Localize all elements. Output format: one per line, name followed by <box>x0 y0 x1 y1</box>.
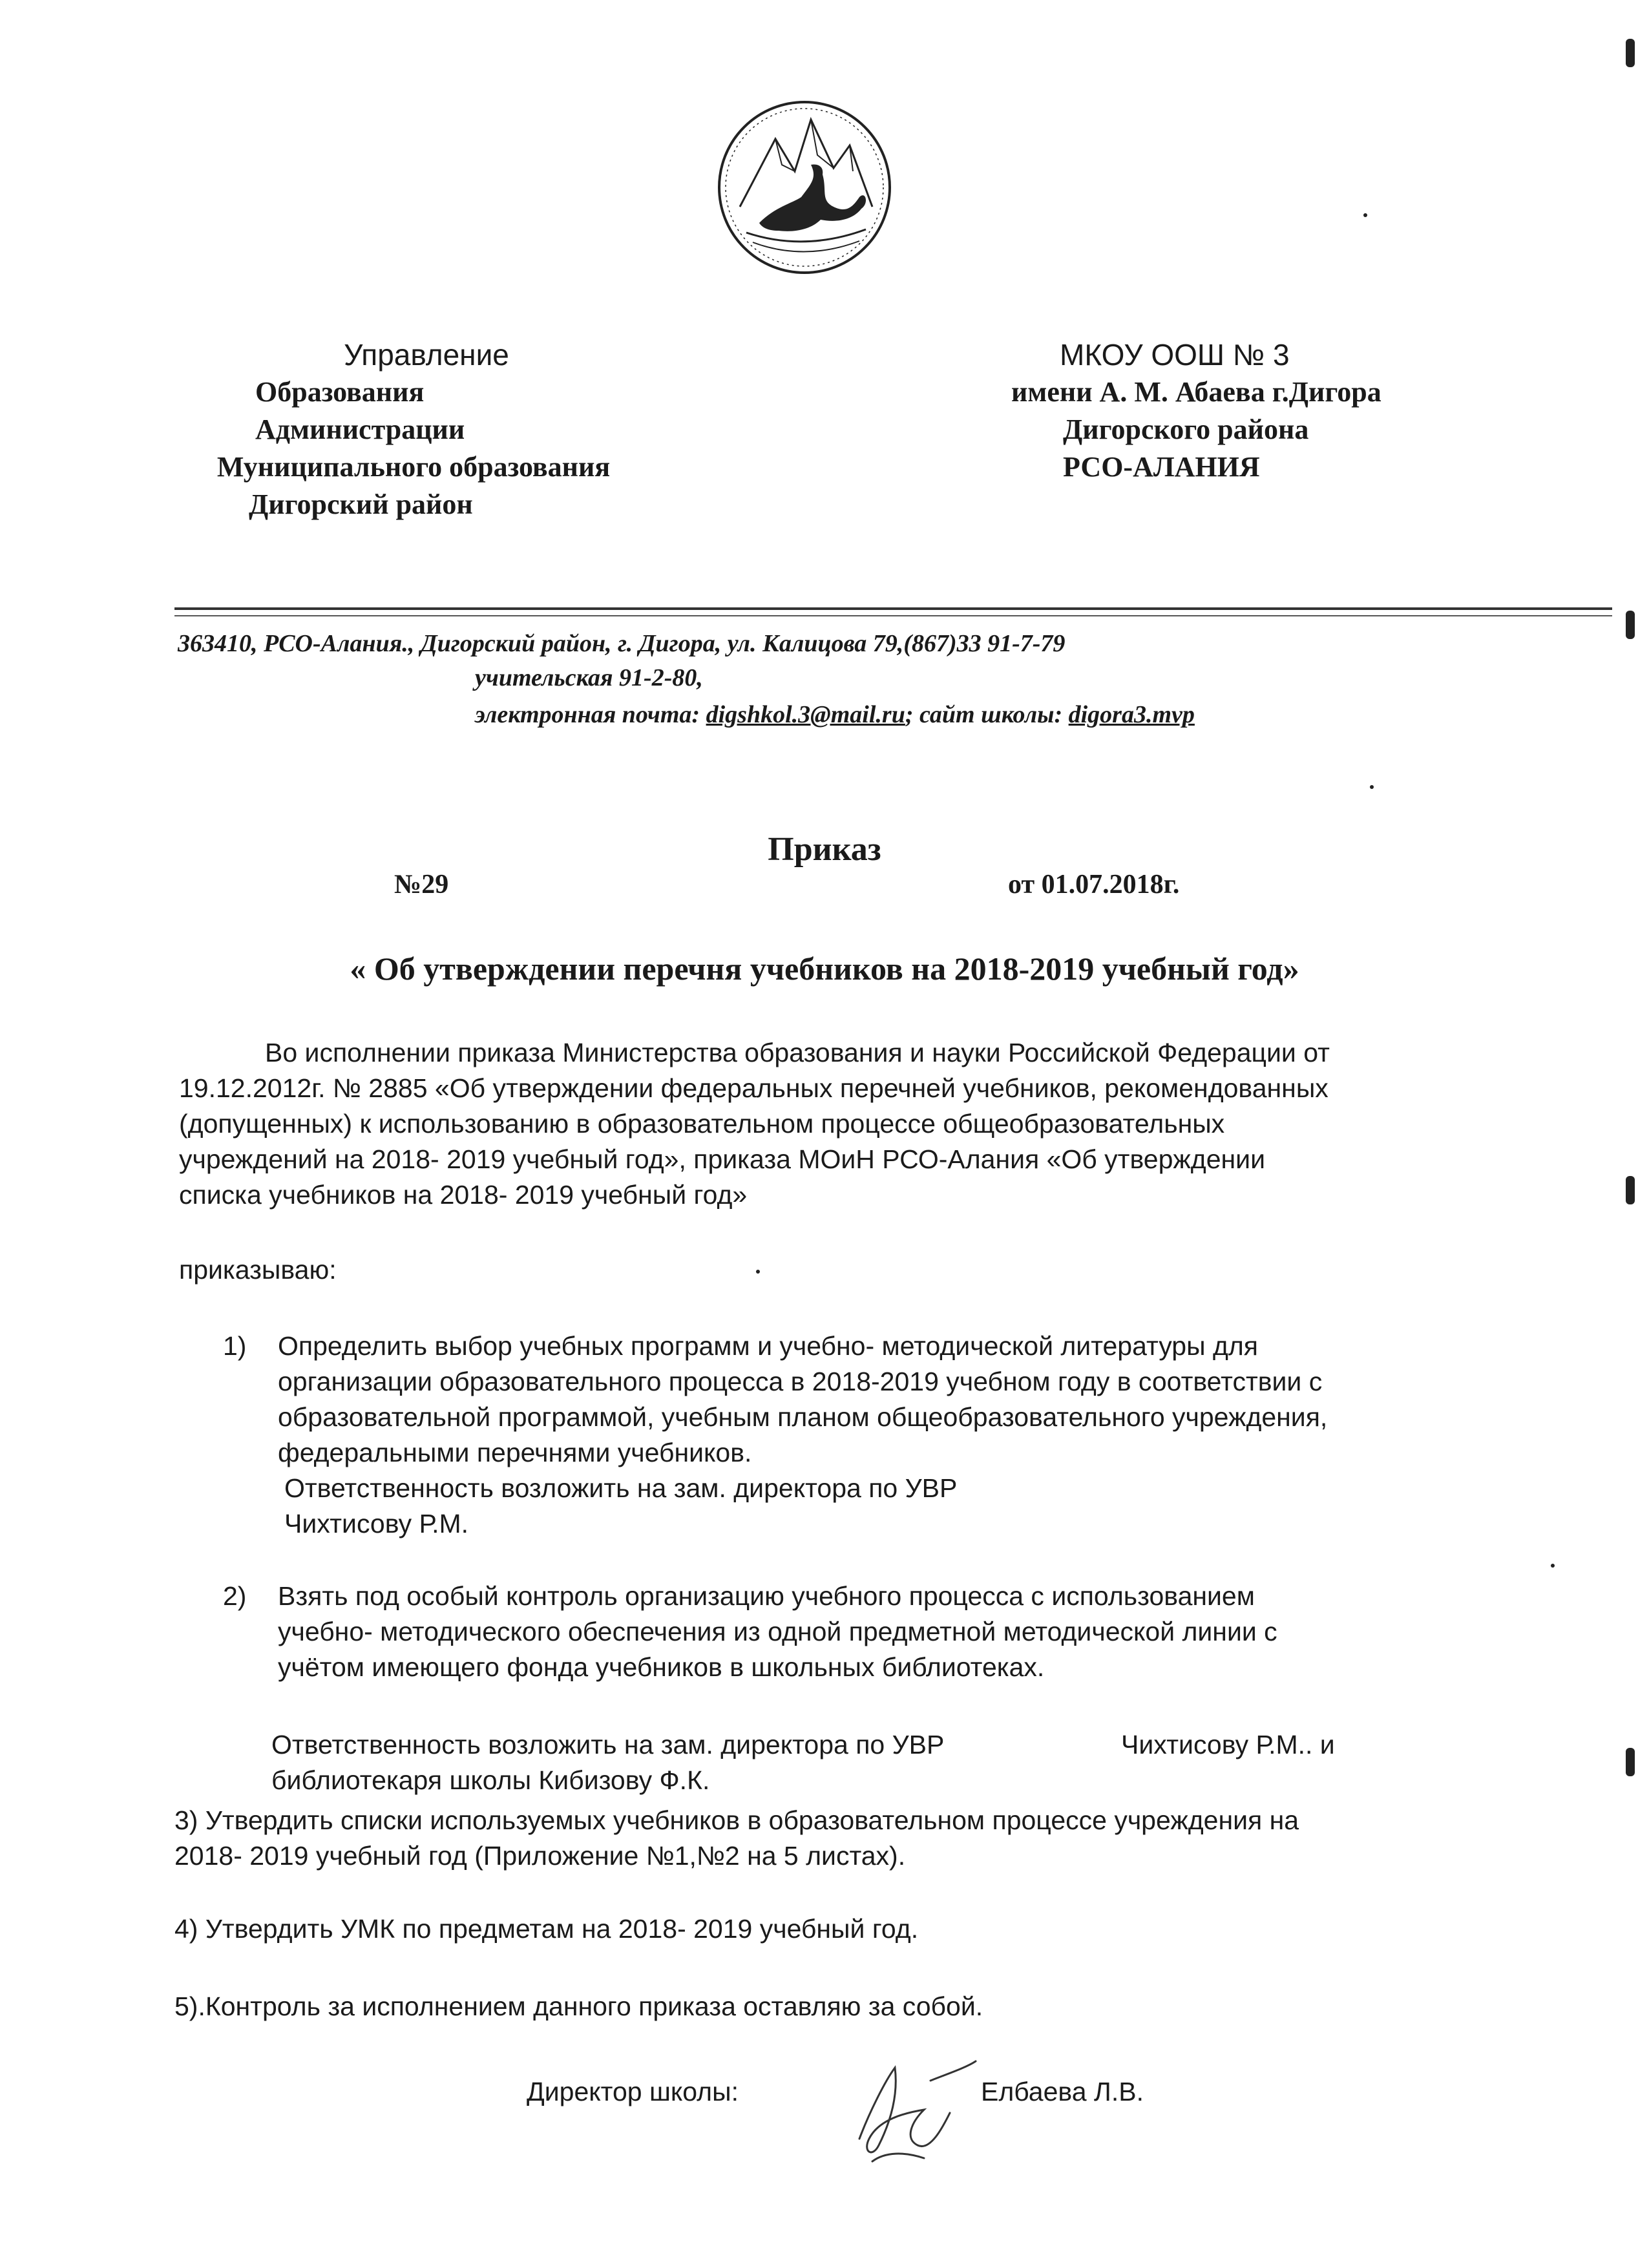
item-2-line-4: Ответственность возложить на зам. директора по УВР <box>271 1730 945 1759</box>
sender-line-5: Дигорский район <box>249 488 473 520</box>
item-2-number: 2) <box>223 1581 247 1611</box>
sender-line-4: Муниципального образования <box>216 451 611 483</box>
preamble-line-4: учреждений на 2018- 2019 учебный год», приказа МОиН РСО-Алания «Об утверждении <box>179 1144 1265 1174</box>
coat-of-arms-emblem <box>714 94 895 281</box>
site-link[interactable]: digora3.mvp <box>1068 701 1195 728</box>
signature-name: Елбаева Л.В. <box>981 2077 1144 2106</box>
order-subject: « Об утверждении перечня учебников на 2018-2019 учебный год» <box>350 950 1299 987</box>
preamble-line-5: списка учебников на 2018- 2019 учебный год» <box>179 1180 748 1210</box>
contact-email-line <box>475 699 1195 730</box>
school-block <box>989 336 1506 486</box>
sender-line-3: Администрации <box>255 414 465 445</box>
item-2-line-3: учётом имеющего фонда учебников в школьных библиотеках. <box>278 1652 1045 1682</box>
school-line-4: РСО-АЛАНИЯ <box>1063 451 1260 483</box>
item-2-line-1: Взять под особый контроль организацию учебного процесса с использованием <box>278 1581 1255 1611</box>
scan-edge-mark <box>1626 39 1635 67</box>
scan-speck <box>756 1270 760 1274</box>
item-5: 5).Контроль за исполнением данного приказа оставляю за собой. <box>174 1991 983 2021</box>
scan-speck <box>1370 785 1374 789</box>
scan-edge-mark <box>1626 611 1635 639</box>
item-2-line-4b: Чихтисову Р.М.. и <box>1121 1730 1335 1759</box>
signature-title: Директор школы: <box>527 2077 739 2106</box>
contact-phone: учительская 91-2-80, <box>475 664 703 691</box>
item-1-line-2: организации образовательного процесса в 2018-2019 учебном году в соответствии с <box>278 1367 1323 1396</box>
sender-line-1: Управление <box>344 338 509 372</box>
school-line-2: имени А. М. Абаева г.Дигора <box>1011 376 1381 408</box>
contact-address: 363410, РСО-Алания., Дигорский район, г. Дигора, ул. Калицова 79,(867)33 91-7-79 <box>178 630 1066 657</box>
order-number: №29 <box>394 870 449 899</box>
item-1-line-5: Ответственность возложить на зам. директора по УВР <box>284 1473 958 1503</box>
preamble-line-2: 19.12.2012г. № 2885 «Об утверждении федеральных перечней учебников, рекомендованных <box>179 1073 1329 1103</box>
order-title: Приказ <box>768 831 881 868</box>
sender-block <box>168 336 659 523</box>
item-1-line-4: федеральными перечнями учебников. <box>278 1438 752 1467</box>
scan-speck <box>1551 1564 1555 1568</box>
handwritten-signature <box>834 2055 982 2171</box>
item-1-number: 1) <box>223 1331 247 1361</box>
email-label: электронная почта: <box>475 701 706 728</box>
site-label: ; сайт школы: <box>905 701 1069 728</box>
order-date: от 01.07.2018г. <box>1008 870 1180 899</box>
item-3-line-1: 3) Утвердить списки используемых учебников в образовательном процессе учреждения на <box>174 1805 1299 1835</box>
scan-speck <box>1363 213 1367 217</box>
preamble-line-1: Во исполнении приказа Министерства образования и науки Российской Федерации от <box>265 1038 1330 1067</box>
item-1-line-6: Чихтисову Р.М. <box>284 1509 469 1538</box>
sender-line-2: Образования <box>255 376 425 408</box>
decree-word: приказываю: <box>179 1255 337 1285</box>
school-line-1: МКОУ ООШ № 3 <box>1060 338 1290 372</box>
item-3-line-2: 2018- 2019 учебный год (Приложение №1,№2 на 5 листах). <box>174 1841 906 1871</box>
preamble-line-3: (допущенных) к использованию в образовательном процессе общеобразовательных <box>179 1109 1225 1139</box>
header-rule-thin <box>174 615 1612 616</box>
school-line-3: Дигорского района <box>1063 414 1309 445</box>
scan-edge-mark <box>1626 1176 1635 1204</box>
item-2-line-5: библиотекаря школы Кибизову Ф.К. <box>271 1765 710 1795</box>
item-1-line-3: образовательной программой, учебным планом общеобразовательного учреждения, <box>278 1402 1328 1432</box>
email-link[interactable]: digshkol.3@mail.ru <box>706 701 905 728</box>
header-rule <box>174 607 1612 610</box>
item-1-line-1: Определить выбор учебных программ и учебно- методической литературы для <box>278 1331 1258 1361</box>
item-2-line-2: учебно- методического обеспечения из одной предметной методической линии с <box>278 1617 1277 1646</box>
item-4: 4) Утвердить УМК по предметам на 2018- 2019 учебный год. <box>174 1914 919 1944</box>
scan-edge-mark <box>1626 1748 1635 1776</box>
